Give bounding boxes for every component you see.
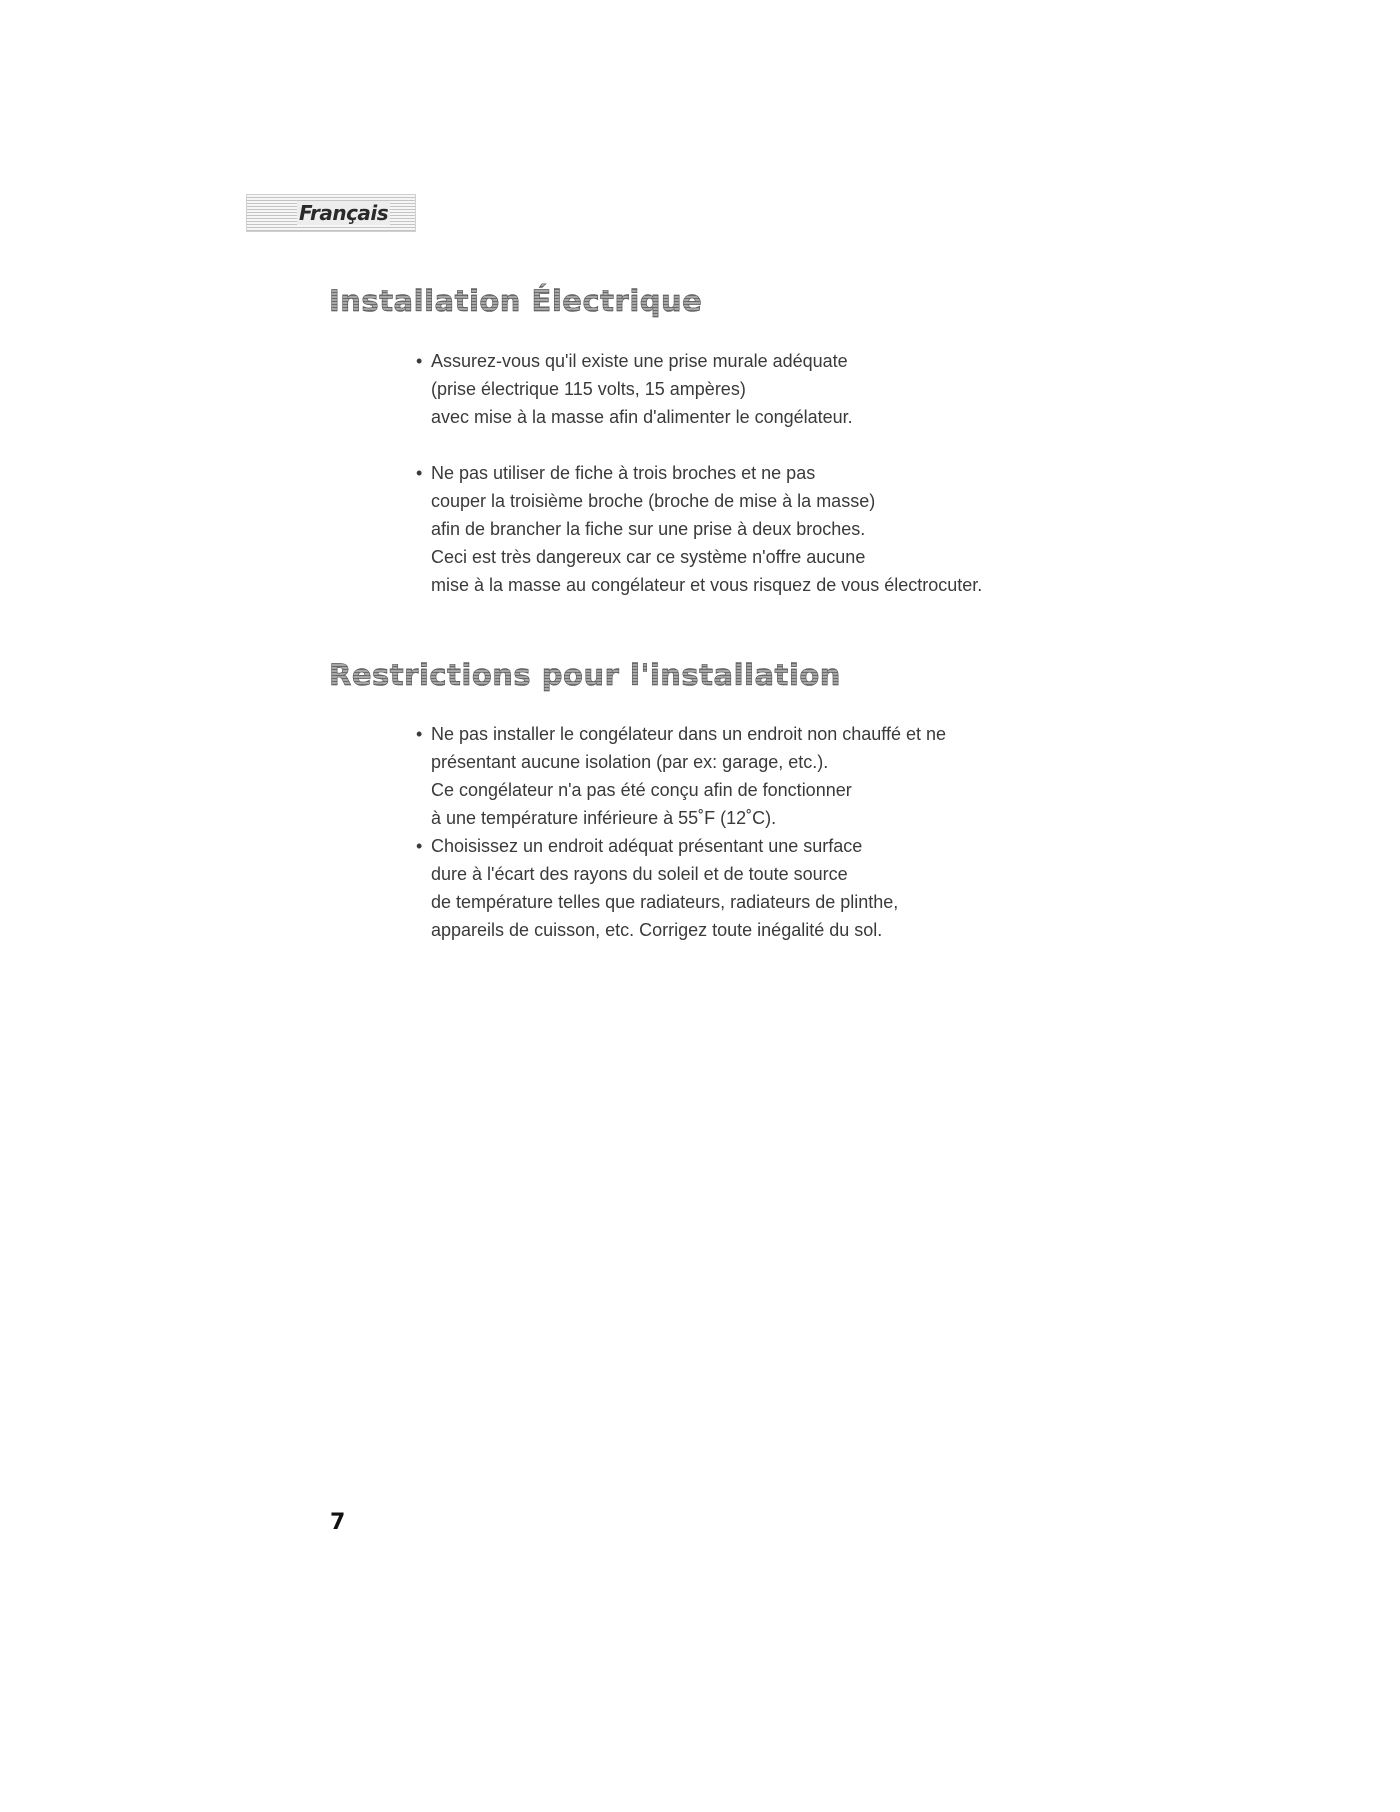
bullet-line: Ceci est très dangereux car ce système n'offre aucune <box>431 547 866 567</box>
bullet-dot: • <box>416 351 423 371</box>
bullet-line: Assurez-vous qu'il existe une prise murale adéquate <box>431 351 848 371</box>
language-tab <box>246 194 416 232</box>
bullet-line: à une température inférieure à 55˚F (12˚C). <box>431 808 777 828</box>
bullet-dot: • <box>416 724 423 744</box>
bullet-item <box>416 347 853 431</box>
bullet-line: Choisissez un endroit adéquat présentant une surface <box>431 836 863 856</box>
bullet-item <box>416 720 947 832</box>
page-number: 7 <box>330 1510 346 1535</box>
bullet-line: Ce congélateur n'a pas été conçu afin de fonctionner <box>431 780 852 800</box>
bullet-line: couper la troisième broche (broche de mise à la masse) <box>431 491 876 511</box>
bullet-dot: • <box>416 463 423 483</box>
bullet-item <box>416 832 899 944</box>
bullet-line: (prise électrique 115 volts, 15 ampères) <box>431 379 746 399</box>
bullet-line: présentant aucune isolation (par ex: garage, etc.). <box>431 752 829 772</box>
bullet-line: afin de brancher la fiche sur une prise à deux broches. <box>431 519 866 539</box>
section-heading-electrical-installation: Installation Électrique <box>329 284 703 318</box>
bullet-line: de température telles que radiateurs, radiateurs de plinthe, <box>431 892 899 912</box>
section-heading-installation-restrictions: Restrictions pour l'installation <box>329 658 841 692</box>
bullet-dot: • <box>416 836 423 856</box>
bullet-line: Ne pas installer le congélateur dans un endroit non chauffé et ne <box>431 724 947 744</box>
bullet-item <box>416 459 983 599</box>
bullet-line: avec mise à la masse afin d'alimenter le congélateur. <box>431 407 853 427</box>
bullet-line: Ne pas utiliser de fiche à trois broches et ne pas <box>431 463 816 483</box>
bullet-line: mise à la masse au congélateur et vous risquez de vous électrocuter. <box>431 575 983 595</box>
bullet-line: appareils de cuisson, etc. Corrigez toute inégalité du sol. <box>431 920 883 940</box>
bullet-line: dure à l'écart des rayons du soleil et de toute source <box>431 864 848 884</box>
language-tab-label: Français <box>299 201 389 225</box>
